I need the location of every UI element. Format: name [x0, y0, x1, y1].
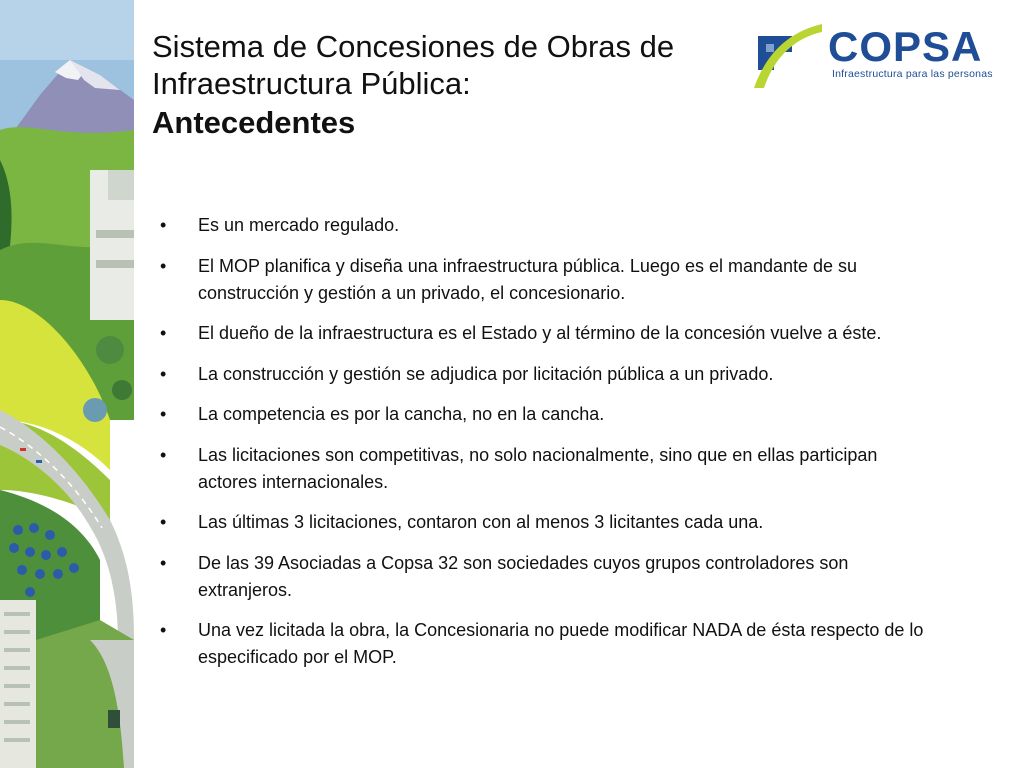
bullet-icon: • [160, 512, 167, 532]
bullet-item [160, 442, 940, 496]
logo-tagline: Infraestructura para las personas [832, 68, 993, 80]
bullet-icon: • [160, 552, 167, 573]
bullet-item [160, 361, 940, 388]
bullet-text: Es un mercado regulado. [198, 215, 400, 235]
bullet-item [160, 401, 940, 428]
bullet-item [160, 212, 940, 239]
bullet-icon: • [160, 444, 167, 465]
bullet-text: La competencia es por la cancha, no en la cancha. [198, 404, 605, 424]
bullet-text: Las licitaciones son competitivas, no solo nacionalmente, sino que en ellas participan actores internacionales. [198, 444, 878, 492]
bullet-item [160, 320, 940, 347]
bullet-list [160, 212, 940, 685]
bullet-text: Las últimas 3 licitaciones, contaron con al menos 3 licitantes cada una. [198, 512, 764, 532]
bullet-item [160, 617, 940, 671]
bullet-item [160, 509, 940, 536]
copsa-logo-mark-icon [752, 18, 826, 92]
bullet-text: El MOP planifica y diseña una infraestructura pública. Luego es el mandante de su construcción y gestión a un privado, el concesionario. [198, 255, 858, 303]
bullet-text: La construcción y gestión se adjudica por licitación pública a un privado. [198, 363, 774, 384]
bullet-item [160, 550, 940, 604]
bullet-icon: • [160, 404, 167, 424]
title-heading: Antecedentes [152, 105, 356, 140]
bullet-item [160, 253, 940, 307]
slide-title [152, 28, 752, 141]
bullet-icon: • [160, 620, 167, 640]
bullet-icon: • [160, 363, 167, 384]
copsa-logo [752, 18, 1008, 92]
bullet-icon: • [160, 323, 167, 343]
bullet-icon: • [160, 255, 167, 276]
bullet-text: Una vez licitada la obra, la Concesionaria no puede modificar NADA de ésta respecto de lo especificado por el MOP. [198, 620, 924, 667]
bullet-text: De las 39 Asociadas a Copsa 32 son sociedades cuyos grupos controladores son extranjeros. [198, 552, 849, 600]
title-line-1: Sistema de Concesiones de Obras de [152, 29, 675, 64]
bullet-icon: • [160, 215, 167, 235]
logo-brand-text: COPSA [828, 23, 983, 70]
decorative-painting [0, 0, 134, 768]
title-line-2: Infraestructura Pública: [152, 66, 471, 101]
bullet-text: El dueño de la infraestructura es el Estado y al término de la concesión vuelve a éste. [198, 323, 882, 343]
